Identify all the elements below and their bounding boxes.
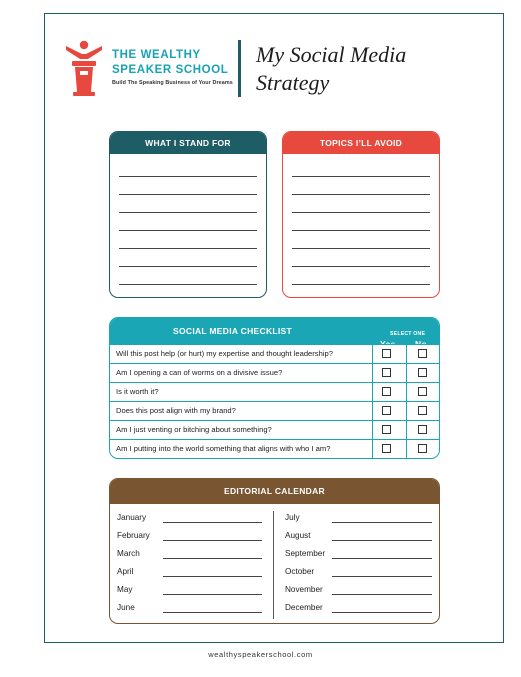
footer-url[interactable]: wealthyspeakerschool.com [208, 650, 313, 659]
header-divider [238, 40, 241, 97]
stand-line[interactable] [119, 194, 257, 195]
no-checkbox[interactable] [418, 387, 427, 396]
no-checkbox[interactable] [418, 406, 427, 415]
no-checkbox[interactable] [418, 349, 427, 358]
yes-checkbox[interactable] [382, 368, 391, 377]
yes-checkbox[interactable] [382, 387, 391, 396]
checklist-question: Am I putting into the world something that aligns with who I am? [116, 444, 331, 453]
brand-name-line1: THE WEALTHY [112, 49, 201, 61]
avoid-line[interactable] [292, 284, 430, 285]
select-one-label: SELECT ONE [390, 331, 426, 337]
stand-line[interactable] [119, 212, 257, 213]
checklist-row [110, 363, 439, 382]
checklist-row [110, 344, 439, 363]
page-title-line2: Strategy [256, 70, 330, 95]
checklist-question: Is it worth it? [116, 387, 159, 396]
month-entry-line[interactable] [332, 612, 432, 613]
stand-line[interactable] [119, 248, 257, 249]
page-title-line1: My Social Media [256, 42, 407, 67]
stand-for-heading: WHAT I STAND FOR [110, 132, 266, 154]
checklist-question: Am I just venting or bitching about something? [116, 425, 272, 434]
yes-checkbox[interactable] [382, 349, 391, 358]
month-label: April [117, 567, 134, 576]
avoid-line[interactable] [292, 266, 430, 267]
checklist-row [110, 439, 439, 458]
checklist-row [110, 382, 439, 401]
yes-checkbox[interactable] [382, 406, 391, 415]
month-entry-line[interactable] [163, 558, 262, 559]
month-entry-line[interactable] [163, 522, 262, 523]
yes-column-label: Yes [380, 339, 396, 349]
avoid-line[interactable] [292, 212, 430, 213]
no-checkbox[interactable] [418, 444, 427, 453]
checklist-title: SOCIAL MEDIA CHECKLIST [173, 326, 292, 336]
social-media-checklist [109, 317, 440, 459]
avoid-line[interactable] [292, 230, 430, 231]
month-label: August [285, 531, 311, 540]
editorial-calendar [109, 478, 440, 624]
month-entry-line[interactable] [163, 612, 262, 613]
checklist-row [110, 420, 439, 439]
stand-line[interactable] [119, 230, 257, 231]
month-label: October [285, 567, 315, 576]
stand-line[interactable] [119, 176, 257, 177]
month-entry-line[interactable] [332, 522, 432, 523]
speaker-podium-logo-icon [64, 40, 104, 98]
month-label: February [117, 531, 150, 540]
topics-avoid-box [282, 131, 440, 298]
month-label: November [285, 585, 323, 594]
month-label: July [285, 513, 300, 522]
month-entry-line[interactable] [332, 540, 432, 541]
month-entry-line[interactable] [332, 576, 432, 577]
month-label: December [285, 603, 323, 612]
topics-avoid-heading: TOPICS I’LL AVOID [283, 132, 439, 154]
brand-name-line2: SPEAKER SCHOOL [112, 64, 229, 76]
month-entry-line[interactable] [163, 540, 262, 541]
checklist-question: Am I opening a can of worms on a divisive issue? [116, 368, 283, 377]
stand-line[interactable] [119, 284, 257, 285]
stand-for-box [109, 131, 267, 298]
checklist-question: Will this post help (or hurt) my expertise and thought leadership? [116, 349, 333, 358]
calendar-column-divider [273, 511, 274, 619]
month-label: March [117, 549, 140, 558]
checklist-question: Does this post align with my brand? [116, 406, 236, 415]
no-checkbox[interactable] [418, 425, 427, 434]
no-checkbox[interactable] [418, 368, 427, 377]
stand-line[interactable] [119, 266, 257, 267]
month-entry-line[interactable] [332, 558, 432, 559]
yes-checkbox[interactable] [382, 444, 391, 453]
brand-tagline: Build The Speaking Business of Your Dreams [112, 80, 233, 86]
checklist-row [110, 401, 439, 420]
no-column-label: No [415, 339, 427, 349]
yes-checkbox[interactable] [382, 425, 391, 434]
month-entry-line[interactable] [332, 594, 432, 595]
month-entry-line[interactable] [163, 594, 262, 595]
month-label: January [117, 513, 147, 522]
month-label: May [117, 585, 133, 594]
month-label: September [285, 549, 326, 558]
checklist-heading [110, 318, 439, 349]
month-entry-line[interactable] [163, 576, 262, 577]
avoid-line[interactable] [292, 248, 430, 249]
month-label: June [117, 603, 135, 612]
avoid-line[interactable] [292, 176, 430, 177]
avoid-line[interactable] [292, 194, 430, 195]
calendar-heading: EDITORIAL CALENDAR [110, 479, 439, 504]
